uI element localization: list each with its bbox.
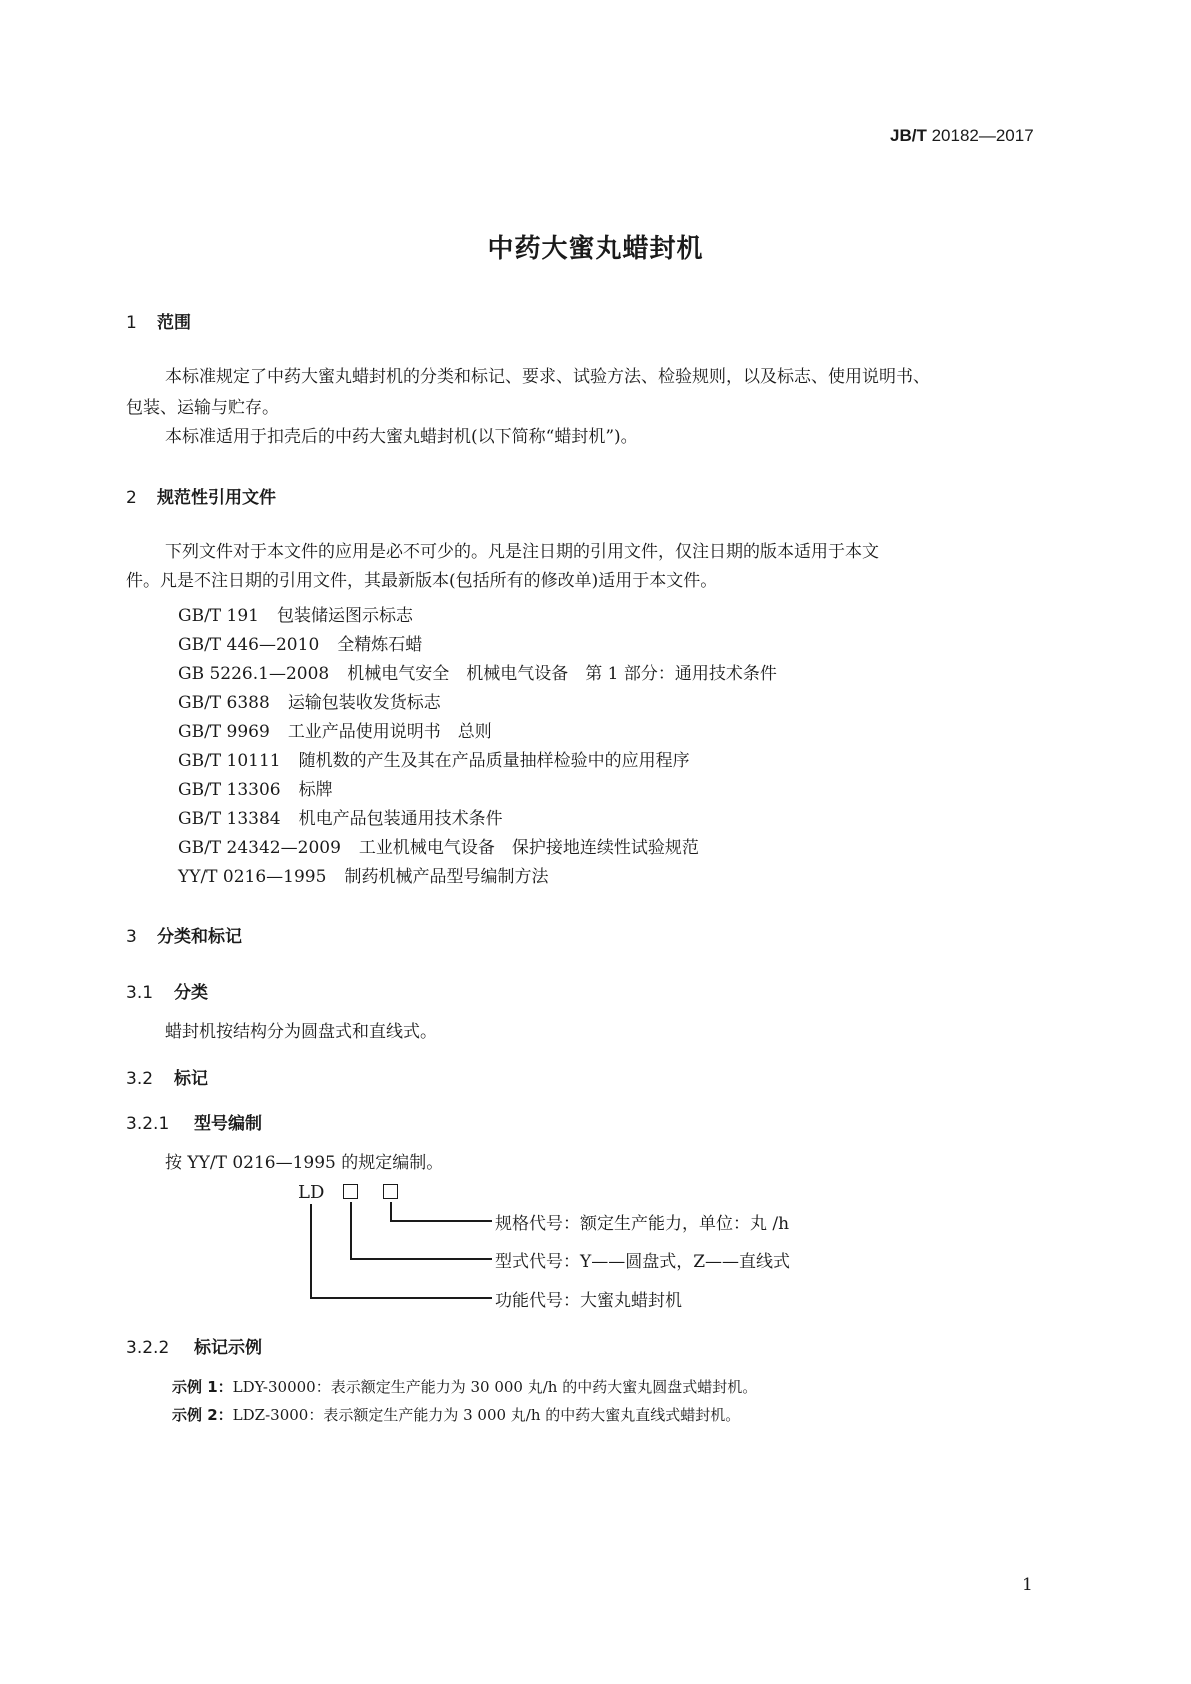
section-1-paragraph-line: 本标准规定了中药大蜜丸蜡封机的分类和标记、要求、试验方法、检验规则，以及标志、使用说明书、	[165, 367, 930, 387]
func-leader-horizontal	[310, 1297, 492, 1299]
function-code-label: 功能代号：大蜜丸蜡封机	[495, 1291, 682, 1311]
standard-number: JB/T 20182—2017	[890, 126, 1034, 145]
reference-item: YY/T 0216—1995 制药机械产品型号编制方法	[178, 867, 549, 887]
section-3-2-1-heading: 3.2.1 型号编制	[126, 1114, 262, 1134]
section-3-1-heading: 3.1 分类	[126, 983, 208, 1003]
type-leader-horizontal	[350, 1258, 492, 1260]
spec-leader-horizontal	[390, 1220, 492, 1222]
type-leader-vertical	[350, 1202, 352, 1259]
spec-code-box	[383, 1184, 398, 1199]
document-title: 中药大蜜丸蜡封机	[487, 234, 704, 264]
reference-item: GB/T 13384 机电产品包装通用技术条件	[178, 809, 503, 829]
model-prefix: LD	[298, 1182, 325, 1203]
func-leader-vertical	[310, 1204, 312, 1298]
marking-example: 示例 1：LDY-30000：表示额定生产能力为 30 000 丸/h 的中药大蜜丸圆盘式蜡封机。	[172, 1378, 758, 1396]
reference-item: GB 5226.1—2008 机械电气安全 机械电气设备 第 1 部分：通用技术条件	[178, 664, 777, 684]
section-3-2-2-heading: 3.2.2 标记示例	[126, 1338, 262, 1358]
reference-item: GB/T 9969 工业产品使用说明书 总则	[178, 722, 492, 742]
section-1-heading: 1 范围	[126, 313, 191, 333]
marking-example: 示例 2：LDZ-3000：表示额定生产能力为 3 000 丸/h 的中药大蜜丸直线式蜡封机。	[172, 1406, 741, 1424]
reference-item: GB/T 10111 随机数的产生及其在产品质量抽样检验中的应用程序	[178, 751, 690, 771]
type-code-box	[343, 1184, 358, 1199]
page-number: 1	[1022, 1575, 1033, 1595]
type-code-label: 型式代号：Y——圆盘式，Z——直线式	[495, 1252, 791, 1272]
section-3-1-paragraph: 蜡封机按结构分为圆盘式和直线式。	[165, 1022, 437, 1042]
section-1-paragraph-line: 包装、运输与贮存。	[126, 398, 279, 418]
section-2-paragraph-line: 下列文件对于本文件的应用是必不可少的。凡是注日期的引用文件，仅注日期的版本适用于本文	[165, 542, 879, 562]
section-2-heading: 2 规范性引用文件	[126, 488, 276, 508]
reference-item: GB/T 446—2010 全精炼石蜡	[178, 635, 423, 655]
reference-item: GB/T 24342—2009 工业机械电气设备 保护接地连续性试验规范	[178, 838, 699, 858]
reference-item: GB/T 6388 运输包装收发货标志	[178, 693, 441, 713]
section-3-heading: 3 分类和标记	[126, 927, 242, 947]
section-1-paragraph: 本标准适用于扣壳后的中药大蜜丸蜡封机(以下简称“蜡封机”)。	[165, 427, 638, 447]
spec-leader-vertical	[390, 1202, 392, 1221]
section-2-paragraph-line: 件。凡是不注日期的引用文件，其最新版本(包括所有的修改单)适用于本文件。	[126, 571, 718, 591]
reference-item: GB/T 13306 标牌	[178, 780, 333, 800]
spec-code-label: 规格代号：额定生产能力，单位：丸 /h	[495, 1214, 790, 1234]
reference-item: GB/T 191 包装储运图示标志	[178, 606, 413, 626]
section-3-2-1-paragraph: 按 YY/T 0216—1995 的规定编制。	[165, 1153, 444, 1173]
section-3-2-heading: 3.2 标记	[126, 1069, 208, 1089]
